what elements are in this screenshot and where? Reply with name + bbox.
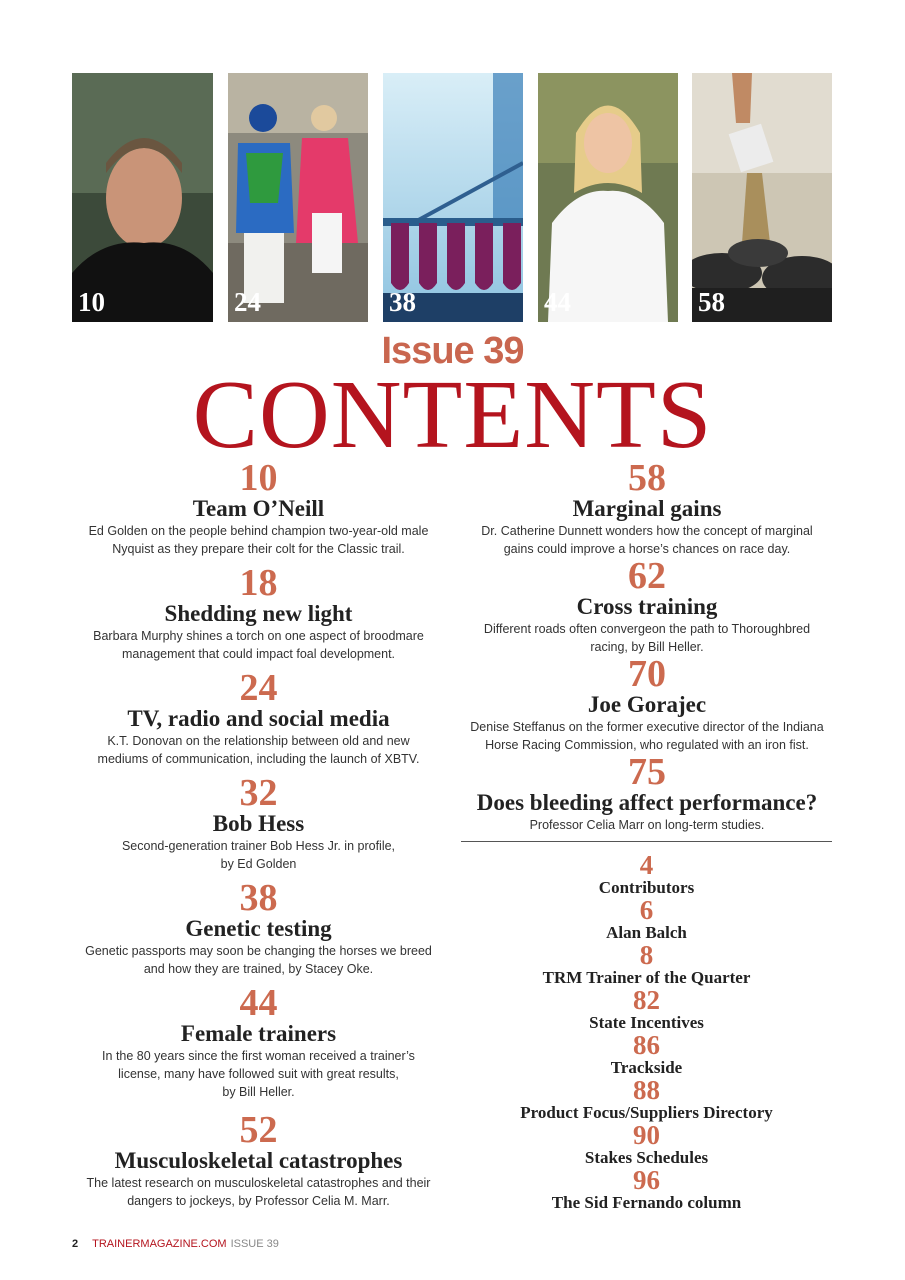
photo-page-number: 44 xyxy=(544,287,571,317)
article-desc: by Ed Golden xyxy=(220,857,297,871)
article-desc: Ed Golden on the people behind champion two-year-old male xyxy=(88,524,429,538)
article-desc: Dr. Catherine Dunnett wonders how the concept of marginal xyxy=(481,524,813,538)
article-page-number: 52 xyxy=(239,1109,278,1151)
article-page-number: 70 xyxy=(628,653,666,695)
article-desc: The latest research on musculoskeletal catastrophes and their xyxy=(86,1176,431,1190)
regular-page-number: 82 xyxy=(633,985,660,1015)
article-desc: Horse Racing Commission, who regulated with an iron fist. xyxy=(485,738,809,752)
section-divider xyxy=(461,841,832,842)
photo-page-number: 10 xyxy=(78,287,105,317)
article-item[interactable] xyxy=(60,982,457,1101)
article-desc: management that could impact foal development. xyxy=(121,647,396,661)
regular-title: Product Focus/Suppliers Directory xyxy=(520,1103,773,1122)
article-desc: In the 80 years since the first woman received a trainer’s xyxy=(102,1049,415,1063)
article-desc: dangers to jockeys, by Professor Celia M. Marr. xyxy=(127,1194,390,1208)
article-title: Musculoskeletal catastrophes xyxy=(114,1148,403,1173)
left-column xyxy=(60,457,457,1220)
article-item[interactable] xyxy=(452,555,842,656)
article-title: Genetic testing xyxy=(185,916,332,941)
article-title: Does bleeding affect performance? xyxy=(476,790,818,815)
article-item[interactable] xyxy=(452,653,842,754)
regular-page-number: 6 xyxy=(639,895,654,925)
regular-title: The Sid Fernando column xyxy=(551,1193,742,1212)
photo-genetics[interactable] xyxy=(383,73,523,322)
article-title: TV, radio and social media xyxy=(127,706,390,731)
photo-page-number: 38 xyxy=(389,287,416,317)
regular-page-number: 4 xyxy=(639,850,654,880)
article-desc: mediums of communication, including the launch of XBTV. xyxy=(97,752,420,766)
contents-title: CONTENTS xyxy=(192,361,713,469)
feed-buckets-image xyxy=(692,73,832,322)
regular-title: TRM Trainer of the Quarter xyxy=(542,968,751,987)
article-desc: Genetic passports may soon be changing the horses we breed xyxy=(85,944,432,958)
article-title: Marginal gains xyxy=(572,496,722,521)
photo-page-number: 24 xyxy=(234,287,261,317)
article-item[interactable] xyxy=(60,1109,457,1210)
article-page-number: 44 xyxy=(239,982,278,1024)
article-desc: Barbara Murphy shines a torch on one aspect of broodmare xyxy=(93,629,424,643)
page-footer xyxy=(72,1238,279,1250)
article-desc: K.T. Donovan on the relationship between old and new xyxy=(107,734,410,748)
jockey-interview-image xyxy=(228,73,368,322)
article-page-number: 10 xyxy=(239,457,278,499)
regular-title: Trackside xyxy=(610,1058,683,1077)
article-title: Joe Gorajec xyxy=(587,692,707,717)
article-desc: Denise Steffanus on the former executive director of the Indiana xyxy=(470,720,824,734)
right-column xyxy=(452,457,842,840)
article-page-number: 32 xyxy=(239,772,278,814)
article-desc: Nyquist as they prepare their colt for the Classic trail. xyxy=(112,542,405,556)
article-desc: Professor Celia Marr on long-term studies. xyxy=(529,818,765,832)
regular-page-number: 8 xyxy=(639,940,654,970)
issue-label: Issue 39 xyxy=(381,330,524,372)
footer-page-number: 2 xyxy=(72,1238,79,1250)
article-page-number: 58 xyxy=(628,457,666,499)
article-desc: gains could improve a horse’s chances on race day. xyxy=(503,542,791,556)
regular-item[interactable] xyxy=(461,1165,832,1213)
regular-title: Stakes Schedules xyxy=(584,1148,709,1167)
trainer-portrait-image xyxy=(72,73,213,322)
article-desc: Different roads often convergeon the path to Thoroughbred xyxy=(483,622,811,636)
article-title: Bob Hess xyxy=(212,811,305,836)
regular-title: State Incentives xyxy=(589,1013,704,1032)
regular-page-number: 90 xyxy=(633,1120,660,1150)
photo-page-number: 58 xyxy=(698,287,725,317)
article-desc: Second-generation trainer Bob Hess Jr. in profile, xyxy=(121,839,396,853)
regular-item[interactable] xyxy=(461,1120,832,1168)
article-item[interactable] xyxy=(60,772,457,873)
regular-page-number: 96 xyxy=(633,1165,660,1195)
article-page-number: 38 xyxy=(239,877,278,919)
regular-item[interactable] xyxy=(461,895,832,943)
article-page-number: 24 xyxy=(239,667,278,709)
regular-item[interactable] xyxy=(461,1075,832,1123)
article-item[interactable] xyxy=(60,877,457,978)
footer-issue: ISSUE 39 xyxy=(230,1238,279,1250)
regular-item[interactable] xyxy=(461,940,832,988)
regular-item[interactable] xyxy=(461,1030,832,1078)
article-page-number: 75 xyxy=(628,751,666,793)
article-item[interactable] xyxy=(452,751,842,834)
regular-title: Alan Balch xyxy=(606,923,687,942)
photo-trainer[interactable] xyxy=(72,73,213,322)
photo-female-trainer[interactable] xyxy=(538,73,678,322)
article-item[interactable] xyxy=(60,562,457,663)
regular-title: Contributors xyxy=(598,878,695,897)
article-title: Shedding new light xyxy=(164,601,353,626)
article-title: Female trainers xyxy=(180,1021,337,1046)
article-title: Cross training xyxy=(576,594,718,619)
article-item[interactable] xyxy=(60,667,457,768)
photo-feed[interactable] xyxy=(692,73,832,322)
female-trainer-image xyxy=(538,73,678,322)
article-title: Team O’Neill xyxy=(192,496,325,521)
article-page-number: 62 xyxy=(628,555,666,597)
article-desc: license, many have followed suit with great results, xyxy=(118,1067,399,1081)
regular-item[interactable] xyxy=(461,850,832,898)
article-desc: and how they are trained, by Stacey Oke. xyxy=(143,962,374,976)
article-item[interactable] xyxy=(452,457,842,558)
footer-site[interactable]: TRAINERMAGAZINE.COM xyxy=(92,1238,227,1250)
article-desc: racing, by Bill Heller. xyxy=(590,640,704,654)
article-page-number: 18 xyxy=(239,562,278,604)
photo-jockey[interactable] xyxy=(228,73,368,322)
regular-page-number: 86 xyxy=(633,1030,660,1060)
regular-item[interactable] xyxy=(461,985,832,1033)
article-item[interactable] xyxy=(60,457,457,558)
regulars-list xyxy=(461,850,832,1213)
test-tubes-image xyxy=(383,73,523,322)
article-desc: by Bill Heller. xyxy=(222,1085,295,1099)
regular-page-number: 88 xyxy=(633,1075,660,1105)
